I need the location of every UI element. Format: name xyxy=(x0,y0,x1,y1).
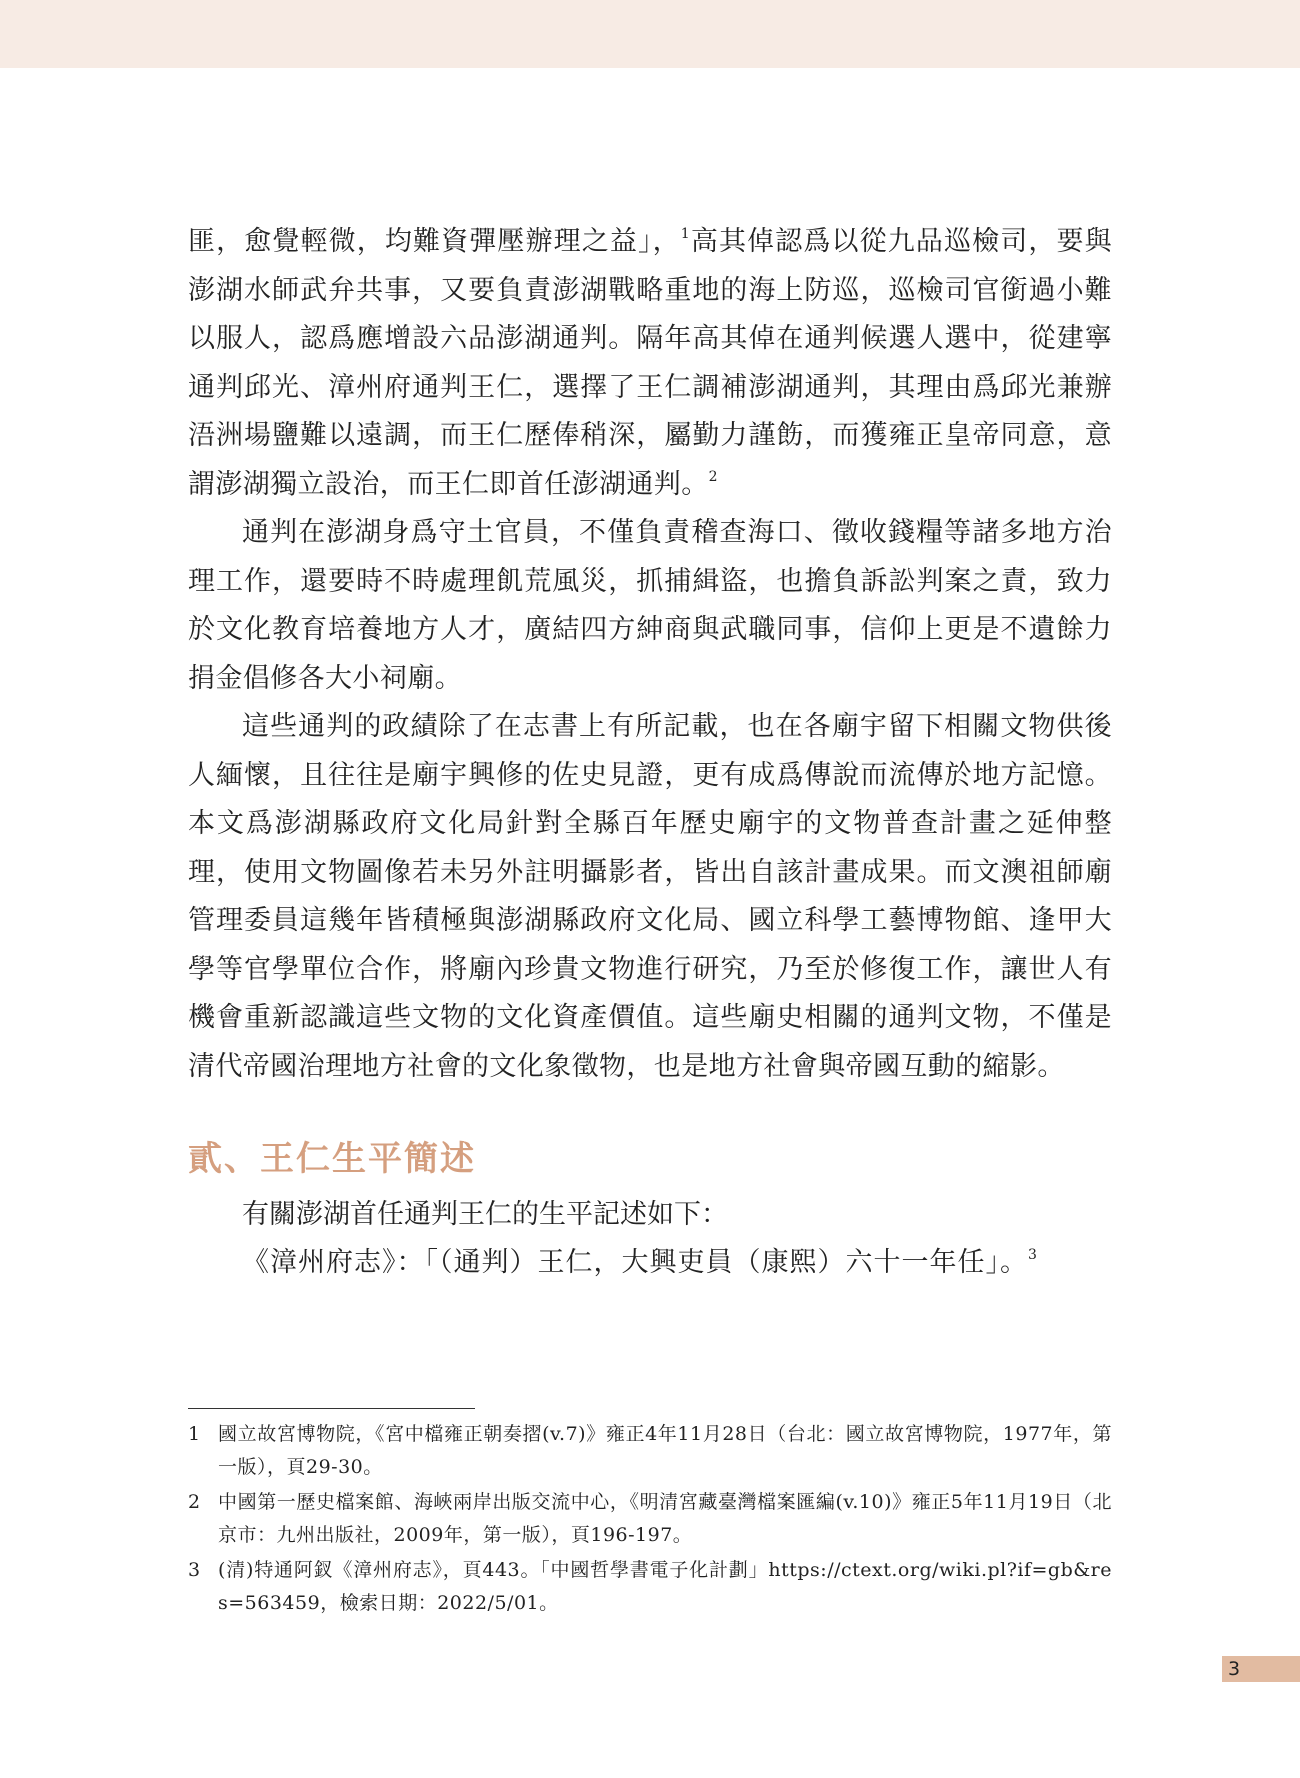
paragraph-1-rest: 高其倬認爲以從九品巡檢司，要與澎湖水師武弁共事，又要負責澎湖戰略重地的海上防巡，巡檢司官銜過小難以服人，認爲應增設六品澎湖通判。隔年高其倬在通判候選人選中，從建寧通判邱光、漳州府通判王仁，選擇了王仁調補澎湖通判，其理由爲邱光兼辦浯洲場鹽難以遠調，而王仁歷俸稍深，屬勤力謹飭，而獲雍正皇帝同意，意謂澎湖獨立設治，而王仁即首任澎湖通判。 xyxy=(188,226,1113,500)
paragraph-3: 這些通判的政績除了在志書上有所記載，也在各廟宇留下相關文物供後人緬懷，且往往是廟宇興修的佐史見證，更有成爲傳說而流傳於地方記憶。本文爲澎湖縣政府文化局針對全縣百年歷史廟宇的文物普查計畫之延伸整理，使用文物圖像若未另外註明攝影者，皆出自該計畫成果。而文澳祖師廟管理委員這幾年皆積極與澎湖縣政府文化局、國立科學工藝博物館、逢甲大學等官學單位合作，將廟內珍貴文物進行研究，乃至於修復工作，讓世人有機會重新認識這些文物的文化資產價值。這些廟史相關的通判文物，不僅是清代帝國治理地方社會的文化象徵物，也是地方社會與帝國互動的縮影。 xyxy=(188,711,1112,1082)
quote-text: 《漳州府志》：「（通判）王仁，大興吏員（康熙）六十一年任」。 xyxy=(242,1247,1028,1278)
main-content xyxy=(188,218,1112,1287)
section-intro: 有關澎湖首任通判王仁的生平記述如下： xyxy=(242,1199,728,1230)
paragraph-1 xyxy=(188,218,1112,509)
footnotes xyxy=(188,1418,1112,1622)
paragraph-1-start: 匪，愈覺輕微，均難資彈壓辦理之益」， xyxy=(188,226,681,257)
footnote-item xyxy=(188,1418,1112,1484)
footnote-number: 3 xyxy=(188,1559,201,1581)
top-header-band xyxy=(0,0,1300,68)
section-title: 貳、王仁生平簡述 xyxy=(188,1139,476,1179)
section-quote xyxy=(188,1239,1112,1287)
page-number-tab: 3 xyxy=(1222,1656,1300,1682)
footnote-item xyxy=(188,1554,1112,1620)
paragraph-2: 通判在澎湖身爲守土官員，不僅負責稽查海口、徵收錢糧等諸多地方治理工作，還要時不時處理飢荒風災，抓捕緝盜，也擔負訴訟判案之責，致力於文化教育培養地方人才，廣結四方紳商與武職同事，信仰上更是不遺餘力捐金倡修各大小祠廟。 xyxy=(188,517,1112,694)
footnote-item xyxy=(188,1486,1112,1552)
footnote-number: 1 xyxy=(188,1423,201,1445)
footnote-text: 國立故宮博物院，《宮中檔雍正朝奏摺(v.7)》雍正4年11月28日（台北：國立故宮博物院，1977年，第一版），頁29-30。 xyxy=(218,1423,1112,1478)
footnote-ref-2[interactable]: 2 xyxy=(708,468,718,485)
footnote-text: (清)特通阿釵《漳州府志》，頁443。「中國哲學書電子化計劃」https://ctext.org/wiki.pl?if=gb&res=563459，檢索日期：2022/5/01。 xyxy=(218,1559,1112,1614)
footnote-number: 2 xyxy=(188,1491,201,1513)
footnote-text: 中國第一歷史檔案館、海峽兩岸出版交流中心，《明清宮藏臺灣檔案匯編(v.10)》雍正5年11月19日（北京市：九州出版社，2009年，第一版），頁196-197。 xyxy=(218,1491,1112,1546)
footnote-ref-3[interactable]: 3 xyxy=(1028,1247,1038,1263)
footnote-ref-1[interactable]: 1 xyxy=(680,226,691,242)
footnote-divider xyxy=(188,1408,475,1409)
